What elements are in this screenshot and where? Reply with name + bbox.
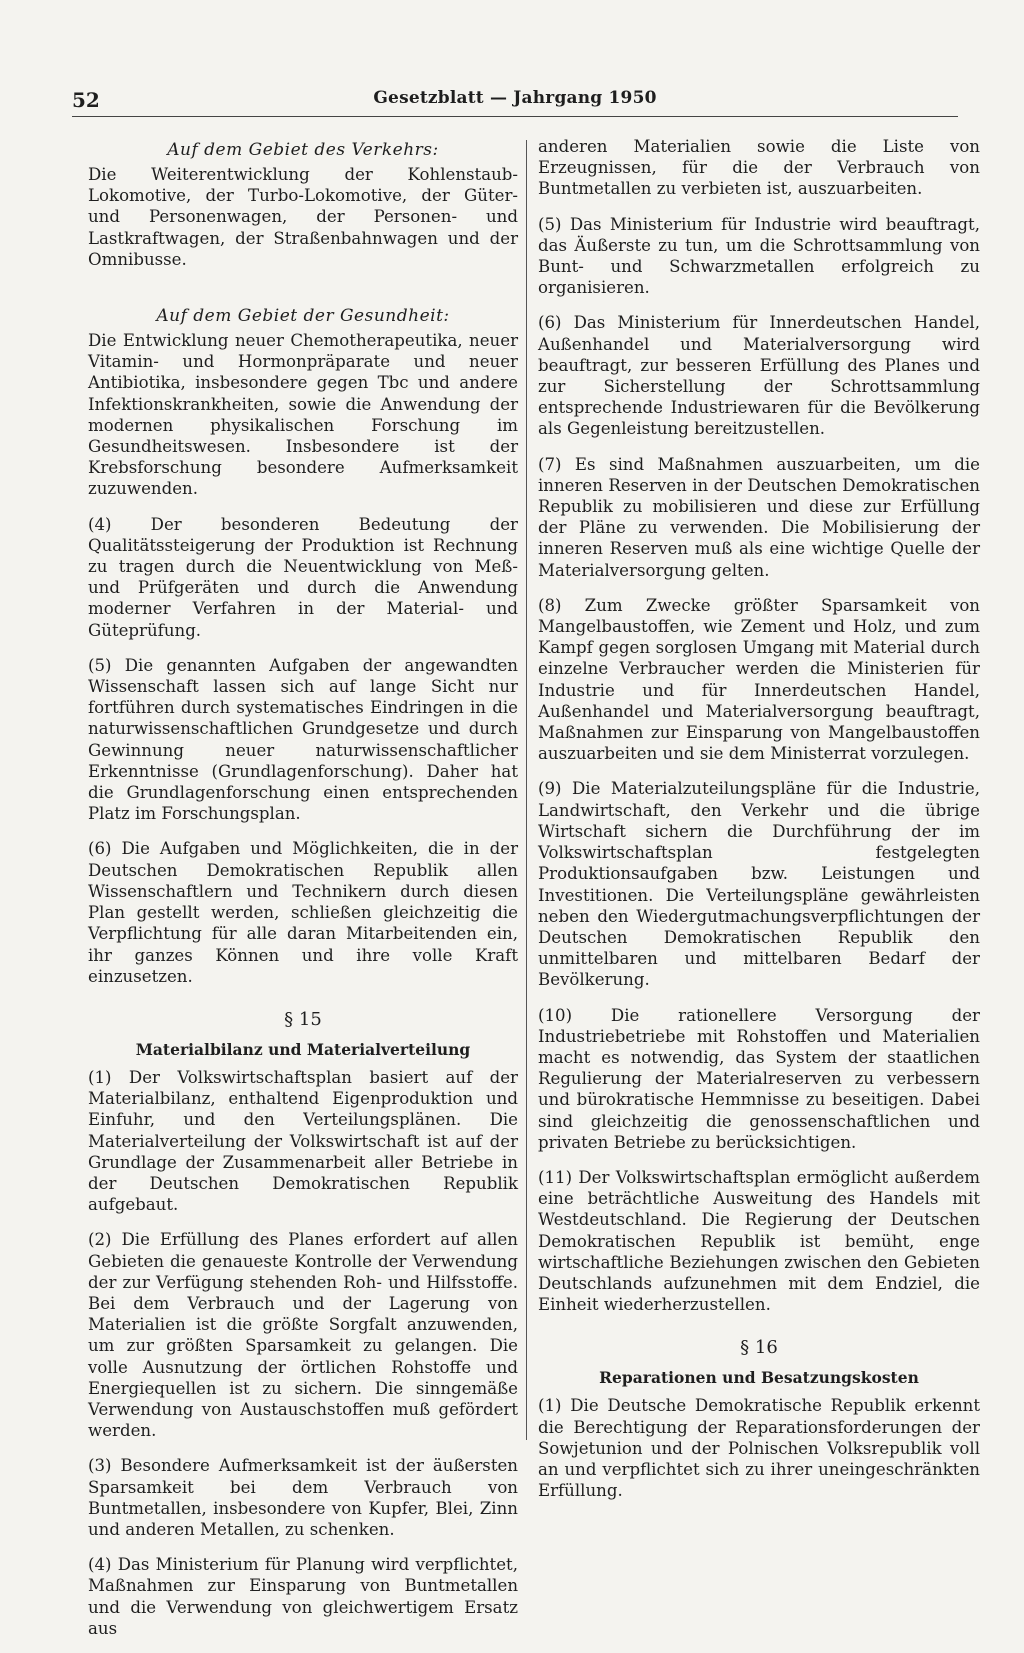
paragraph: (5) Das Ministerium für Industrie wird beauftragt, das Äußerste zu tun, um die Schrottsammlung von Bunt- und Schwarzmetallen erfolgreich zu organisieren. (538, 214, 980, 298)
section-title: Materialbilanz und Materialverteilung (135, 1039, 471, 1059)
paragraph: (1) Der Volkswirtschaftsplan basiert auf der Materialbilanz, enthaltend Eigenproduktion und Einfuhr, und den Verteilungsplänen. Die Materialverteilung der Volkswirtschaft ist auf der Grundlage der Zusammenarbeit aller Betriebe in der Deutschen Demokratischen Republik aufgebaut. (88, 1067, 518, 1215)
paragraph: (9) Die Materialzuteilungspläne für die Industrie, Landwirtschaft, den Verkehr und die übrige Wirtschaft sichern die Durchführung der im Volkswirtschaftsplan festgelegten Produktionsaufgaben bzw. Leistungen und Investitionen. Die Verteilungspläne gewährleisten neben den Wiedergutmachungsverpflichtungen der Deutschen Demokratischen Republik den unmittelbaren und mittelbaren Bedarf der Bevölkerung. (538, 779, 980, 990)
paragraph: anderen Materialien sowie die Liste von Erzeugnissen, für die der Verbrauch von Buntmetallen zu verbieten ist, auszuarbeiten. (538, 137, 980, 199)
running-head: Gesetzblatt — Jahrgang 1950 (373, 88, 657, 108)
subheading-verkehr: Auf dem Gebiet des Verkehrs: (167, 140, 439, 160)
left-column (88, 136, 518, 1653)
paragraph: (3) Besondere Aufmerksamkeit ist der äußersten Sparsamkeit bei dem Verbrauch von Buntmetallen, insbesondere von Kupfer, Blei, Zinn und anderen Metallen, zu schenken. (88, 1456, 518, 1539)
paragraph: (4) Der besonderen Bedeutung der Qualitätssteigerung der Produktion ist Rechnung zu tragen durch die Neuentwicklung von Meß- und Prüfgeräten und durch die Anwendung moderner Verfahren in der Material- und Güteprüfung. (88, 514, 518, 640)
section-sign: § 16 (740, 1337, 778, 1359)
header-rule (72, 116, 958, 117)
paragraph: (1) Die Deutsche Demokratische Republik erkennt die Berechtigung der Reparationsforderungen der Sowjetunion und der Polnischen Volksrepublik voll an und verpflichtet sich zu ihrer uneingeschränkten Erfüllung. (538, 1396, 980, 1501)
paragraph: (5) Die genannten Aufgaben der angewandten Wissenschaft lassen sich auf lange Sicht nur fortführen durch systematisches Eindringen in die naturwissenschaftlichen Grundgesetze und durch Gewinnung neuer naturwissenschaftlicher Erkenntnisse (Grundlagenforschung). Daher hat die Grundlagenforschung einen entsprechenden Platz im Forschungsplan. (88, 655, 518, 824)
section-sign: § 15 (284, 1008, 322, 1030)
paragraph: (2) Die Erfüllung des Planes erfordert auf allen Gebieten die genaueste Kontrolle der Verwendung der zur Verfügung stehenden Roh- und Hilfsstoffe. Bei dem Verbrauch und der Lagerung von Materialien ist die größte Sorgfalt anzuwenden, um zur größten Sparsamkeit zu gelangen. Die volle Ausnutzung der örtlichen Rohstoffe und Energiequellen ist zu sichern. Die sinngemäße Verwendung von Austauschstoffen muß gefördert werden. (88, 1230, 518, 1441)
right-column (538, 136, 980, 1515)
column-divider (526, 140, 527, 1440)
paragraph: Die Weiterentwicklung der Kohlenstaub-Lokomotive, der Turbo-Lokomotive, der Güter- und Personenwagen, der Personen- und Lastkraftwagen, der Straßenbahnwagen und der Omnibusse. (88, 165, 518, 269)
subheading-gesundheit: Auf dem Gebiet der Gesundheit: (156, 306, 450, 327)
page-number: 52 (72, 88, 100, 112)
paragraph: (7) Es sind Maßnahmen auszuarbeiten, um die inneren Reserven in der Deutschen Demokratischen Republik zu mobilisieren und diese zur Erfüllung der Pläne zu verwenden. Die Mobilisierung der inneren Reserven muß als eine wichtige Quelle der Materialversorgung gelten. (538, 454, 980, 580)
paragraph: (11) Der Volkswirtschaftsplan ermöglicht außerdem eine beträchtliche Ausweitung des Handels mit Westdeutschland. Die Regierung der Deutschen Demokratischen Republik ist bemüht, enge wirtschaftliche Beziehungen zwischen den Gebieten Deutschlands aufzunehmen mit dem Endziel, die Einheit wiederherzustellen. (538, 1167, 980, 1315)
page-header (72, 88, 958, 112)
section-title: Reparationen und Besatzungskosten (599, 1368, 919, 1388)
paragraph: (4) Das Ministerium für Planung wird verpflichtet, Maßnahmen zur Einsparung von Buntmetallen und die Verwendung von gleichwertigem Ersatz aus (88, 1555, 518, 1638)
paragraph: Die Entwicklung neuer Chemotherapeutika, neuer Vitamin- und Hormonpräparate und neuer Antibiotika, insbesondere gegen Tbc und andere Infektionskrankheiten, sowie die Anwendung der modernen physikalischen Forschung im Gesundheitswesen. Insbesondere ist der Krebsforschung besondere Aufmerksamkeit zuzuwenden. (88, 331, 518, 499)
paragraph: (6) Das Ministerium für Innerdeutschen Handel, Außenhandel und Materialversorgung wird beauftragt, zur besseren Erfüllung des Planes und zur Sicherstellung der Schrottsammlung entsprechende Industriewaren für die Bevölkerung als Gegenleistung bereitzustellen. (538, 313, 980, 439)
paragraph: (10) Die rationellere Versorgung der Industriebetriebe mit Rohstoffen und Materialien macht es notwendig, das System der staatlichen Regulierung der Materialreserven zu verbessern und bürokratische Hemmnisse zu beseitigen. Dabei sind gleichzeitig die genossenschaftlichen und privaten Betriebe zu berücksichtigen. (538, 1005, 980, 1152)
paragraph: (8) Zum Zwecke größter Sparsamkeit von Mangelbaustoffen, wie Zement und Holz, und zum Kampf gegen sorglosen Umgang mit Material durch einzelne Verbraucher werden die Ministerien für Industrie und für Innerdeutschen Handel, Außenhandel und Materialversorgung beauftragt, Maßnahmen zur Einsparung von Mangelbaustoffen auszuarbeiten und sie dem Ministerrat vorzulegen. (538, 595, 980, 764)
paragraph: (6) Die Aufgaben und Möglichkeiten, die in der Deutschen Demokratischen Republik allen Wissenschaftlern und Technikern durch diesen Plan gestellt werden, schließen gleichzeitig die Verpflichtung für alle daran Mitarbeitenden ein, ihr ganzes Können und ihre volle Kraft einzusetzen. (88, 839, 518, 986)
